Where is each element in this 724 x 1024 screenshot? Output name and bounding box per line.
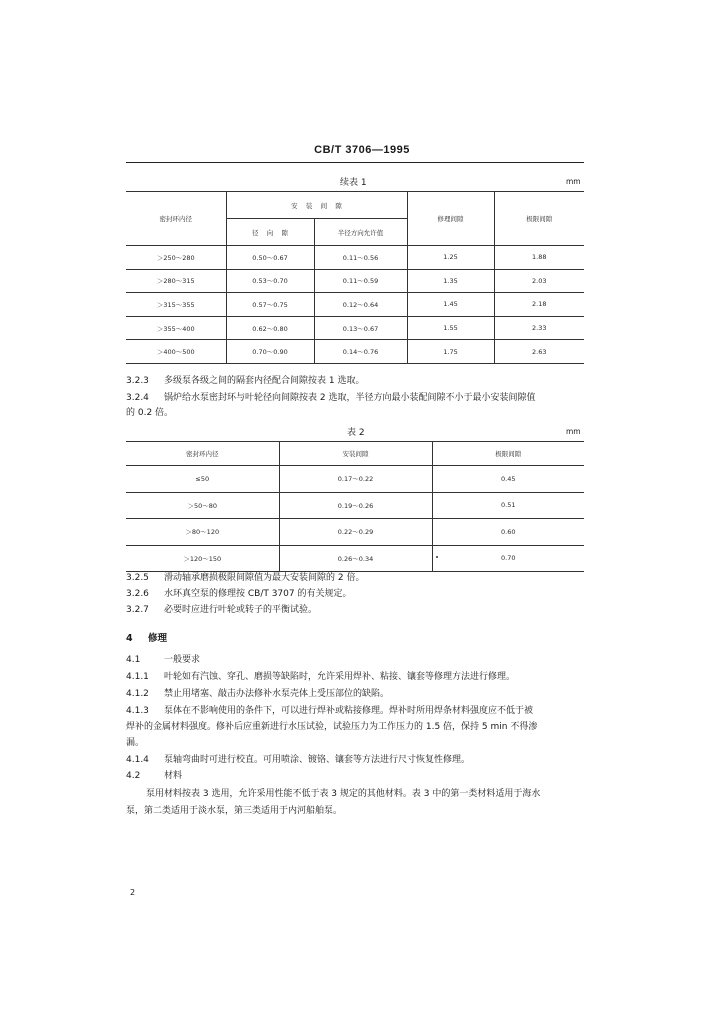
table-row	[126, 246, 584, 270]
clause-text: 叶轮如有汽蚀、穿孔、磨损等缺陷时，允许采用焊补、粘接、镶套等修理方法进行修理。	[164, 672, 516, 682]
table-cell: 0.17～0.22	[279, 466, 432, 493]
table-cell: 1.45	[407, 293, 494, 317]
table-cell: 0.45	[432, 466, 584, 493]
table-cell: ＞250～280	[126, 246, 226, 270]
clause-3-2-4	[126, 390, 535, 403]
clause-number: 4.2	[126, 771, 141, 781]
table1	[126, 191, 584, 364]
clause-number: 4.1.3	[126, 706, 149, 716]
clause-number: 3.2.5	[126, 573, 149, 583]
table-row	[126, 269, 584, 293]
clause-text: 泵，第二类适用于淡水泵，第三类适用于内河船舶泵。	[126, 806, 343, 816]
table-cell: 2.18	[494, 293, 584, 317]
clause-4-1-1	[126, 669, 515, 682]
clause-text: 滑动轴承磨损极限间隙值为最大安装间隙的 2 倍。	[164, 573, 365, 583]
section-number: 4	[126, 633, 133, 644]
clause-number: 4.1.1	[126, 672, 149, 682]
table-cell: ＞400～500	[126, 340, 226, 364]
table-cell: 0.70	[432, 545, 584, 572]
page-number: 2	[130, 888, 136, 897]
clause-3-2-7	[126, 602, 317, 615]
clause-text: 泵轴弯曲时可进行校直。可用喷涂、镀铬、镶套等方法进行尺寸恢复性修理。	[164, 755, 471, 765]
clause-text: 材料	[164, 771, 183, 781]
clause-text: 锅炉给水泵密封环与叶轮径向间隙按表 2 选取，半径方向最小装配间隙不小于最小安装间隙值	[164, 393, 536, 403]
table1-header-inner-diameter: 密封环内径	[126, 192, 226, 246]
table1-header-limit-gap: 极限间隙	[494, 192, 584, 246]
clause-text: 多级泵各级之间的隔套内径配合间隙按表 1 选取。	[164, 376, 365, 386]
table-cell: 0.11～0.56	[314, 246, 407, 270]
clause-4-1-3	[126, 703, 533, 716]
scan-speck	[436, 556, 438, 558]
header-rule	[126, 162, 584, 163]
table-cell: 0.19～0.26	[279, 492, 432, 519]
table-cell: 0.70～0.90	[226, 340, 314, 364]
section-title: 修理	[148, 633, 168, 644]
clause-4-2-para-cont	[126, 803, 342, 816]
clause-4-2-para	[146, 786, 540, 799]
table-cell: 1.55	[407, 316, 494, 340]
table-cell: 2.03	[494, 269, 584, 293]
table-cell: 0.26～0.34	[279, 545, 432, 572]
clause-text: 泵体在不影响使用的条件下，可以进行焊补或粘接修理。焊补时所用焊条材料强度应不低于被	[164, 706, 534, 716]
clause-4-1-2	[126, 686, 389, 699]
table-row	[126, 492, 584, 519]
table1-header-repair-gap: 修理间隙	[407, 192, 494, 246]
clause-number: 3.2.3	[126, 376, 149, 386]
clause-4-1-3-cont2	[126, 735, 144, 748]
table-cell: 0.62～0.80	[226, 316, 314, 340]
clause-4-1-3-cont	[126, 719, 537, 732]
standard-code: CB/T 3706—1995	[314, 144, 410, 156]
table-cell: ≤50	[126, 466, 279, 493]
table-cell: 0.11～0.59	[314, 269, 407, 293]
clause-text: 水环真空泵的修理按 CB/T 3707 的有关规定。	[164, 589, 352, 599]
table-cell: ＞80～120	[126, 519, 279, 546]
clause-number: 3.2.7	[126, 605, 149, 615]
table2-header-inner-diameter: 密封环内径	[126, 442, 279, 466]
clause-4-2	[126, 768, 182, 781]
table-cell: ＞315～355	[126, 293, 226, 317]
clause-text: 的 0.2 倍。	[126, 408, 174, 418]
table-cell: ＞280～315	[126, 269, 226, 293]
clause-text: 禁止用堵塞、敲击办法修补水泵壳体上受压部位的缺陷。	[164, 689, 390, 699]
table-cell: 1.75	[407, 340, 494, 364]
clause-number: 4.1.4	[126, 755, 149, 765]
table1-header-install-gap: 安 装 间 隙	[226, 192, 407, 219]
clause-4-1	[126, 652, 200, 665]
table-cell: 0.13～0.67	[314, 316, 407, 340]
table-cell: ＞50～80	[126, 492, 279, 519]
clause-3-2-6	[126, 586, 351, 599]
clause-number: 4.1.2	[126, 689, 149, 699]
table-cell: 0.22～0.29	[279, 519, 432, 546]
clause-3-2-5	[126, 570, 364, 583]
table-cell: 1.88	[494, 246, 584, 270]
clause-number: 4.1	[126, 655, 141, 665]
table-row	[126, 293, 584, 317]
table1-header-radial-gap: 径 向 隙	[226, 219, 314, 246]
table2-unit: mm	[566, 427, 581, 436]
table-cell: 0.57～0.75	[226, 293, 314, 317]
table-cell: 0.50～0.67	[226, 246, 314, 270]
section-4-heading	[126, 630, 167, 644]
table-row	[126, 316, 584, 340]
clause-number: 3.2.6	[126, 589, 149, 599]
table1-unit: mm	[566, 177, 581, 186]
clause-text: 泵用材料按表 3 选用，允许采用性能不低于表 3 规定的其他材料。表 3 中的第一类材料适用于海水	[146, 789, 541, 799]
table-cell: 1.35	[407, 269, 494, 293]
table-cell: 2.33	[494, 316, 584, 340]
table1-header-radial-allow: 半径方向允许值	[314, 219, 407, 246]
table-cell: 2.63	[494, 340, 584, 364]
table-cell: 0.51	[432, 492, 584, 519]
table2	[126, 441, 584, 572]
clause-text: 漏。	[126, 738, 145, 748]
table2-header-install-gap: 安装间隙	[279, 442, 432, 466]
clause-text: 必要时应进行叶轮或转子的平衡试验。	[164, 605, 318, 615]
clause-3-2-4-cont	[126, 405, 173, 418]
table-cell: 0.14～0.76	[314, 340, 407, 364]
table2-header-limit-gap: 极限间隙	[432, 442, 584, 466]
table-cell: 0.12～0.64	[314, 293, 407, 317]
table-row	[126, 340, 584, 364]
clause-text: 焊补的金属材料强度。修补后应重新进行水压试验，试验压力为工作压力的 1.5 倍，保持 5 min 不得渗	[126, 722, 538, 732]
table-cell: 0.60	[432, 519, 584, 546]
clause-text: 一般要求	[164, 655, 201, 665]
table-cell: ＞120～150	[126, 545, 279, 572]
table1-caption: 续表 1	[340, 178, 367, 188]
table-row	[126, 545, 584, 572]
table-row	[126, 466, 584, 493]
clause-3-2-3	[126, 373, 364, 386]
table-row	[126, 519, 584, 546]
table-cell: ＞355～400	[126, 316, 226, 340]
table-cell: 1.25	[407, 246, 494, 270]
table2-caption: 表 2	[347, 428, 365, 438]
clause-number: 3.2.4	[126, 393, 149, 403]
table-cell: 0.53～0.70	[226, 269, 314, 293]
clause-4-1-4	[126, 752, 470, 765]
